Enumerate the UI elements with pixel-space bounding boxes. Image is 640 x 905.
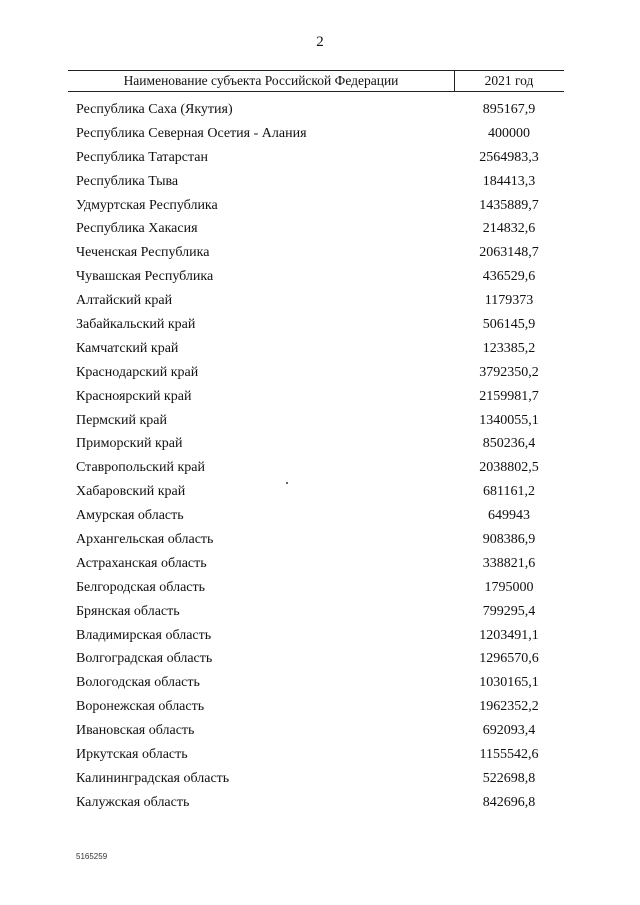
region-value: 123385,2 — [482, 340, 536, 356]
region-value: 522698,8 — [482, 770, 536, 786]
region-name: Архангельская область — [76, 532, 214, 548]
region-value: 908386,9 — [482, 532, 536, 548]
region-name: Волгоградская область — [76, 651, 213, 667]
region-name: Приморский край — [76, 436, 183, 452]
region-name: Воронежская область — [76, 699, 205, 715]
region-name: Амурская область — [76, 508, 184, 524]
table-row — [0, 721, 640, 745]
region-value: 1203491,1 — [479, 627, 539, 643]
table-row — [0, 124, 640, 148]
region-value: 1179373 — [484, 293, 534, 309]
table-row — [0, 649, 640, 673]
region-value: 1435889,7 — [479, 197, 539, 213]
table-row — [0, 793, 640, 817]
region-name: Астраханская область — [76, 555, 207, 571]
table-row — [0, 530, 640, 554]
table-body — [0, 100, 640, 817]
region-value: 436529,6 — [482, 269, 536, 285]
region-value: 2063148,7 — [479, 245, 539, 261]
table-row — [0, 769, 640, 793]
table-row — [0, 506, 640, 530]
region-name: Пермский край — [76, 412, 167, 428]
table-row — [0, 148, 640, 172]
region-value: 3792350,2 — [479, 364, 539, 380]
region-name: Республика Татарстан — [76, 149, 209, 165]
region-name: Ставропольский край — [76, 460, 205, 476]
table-row — [0, 626, 640, 650]
region-value: 799295,4 — [482, 603, 536, 619]
region-name: Калининградская область — [76, 770, 230, 786]
table-row — [0, 482, 640, 506]
region-name: Чеченская Республика — [76, 245, 210, 261]
table-row — [0, 673, 640, 697]
region-name: Республика Тыва — [76, 173, 179, 189]
region-value: 2159981,7 — [479, 388, 539, 404]
region-name: Иркутская область — [76, 747, 188, 763]
column-header-name: Наименование субъекта Российской Федерации — [68, 71, 455, 91]
table-row — [0, 434, 640, 458]
region-name: Камчатский край — [76, 340, 179, 356]
region-value: 1795000 — [484, 579, 534, 595]
region-value: 400000 — [488, 125, 530, 141]
document-number: 5165259 — [76, 852, 108, 861]
table-row — [0, 339, 640, 363]
region-name: Алтайский край — [76, 293, 173, 309]
region-value: 338821,6 — [482, 555, 536, 571]
table-row — [0, 578, 640, 602]
region-value: 842696,8 — [482, 794, 536, 810]
table-row — [0, 291, 640, 315]
region-value: 1962352,2 — [479, 699, 539, 715]
region-name: Ивановская область — [76, 723, 195, 739]
region-value: 649943 — [488, 508, 530, 524]
page-number: 2 — [316, 34, 324, 50]
region-name: Удмуртская Республика — [76, 197, 218, 213]
column-header-year: 2021 год — [484, 73, 534, 88]
region-value: 681161,2 — [483, 484, 535, 500]
table-row — [0, 602, 640, 626]
table-row — [0, 554, 640, 578]
region-name: Забайкальский край — [76, 317, 196, 333]
region-value: 506145,9 — [482, 317, 536, 333]
table-row — [0, 172, 640, 196]
table-row — [0, 745, 640, 769]
table-row — [0, 196, 640, 220]
table-row — [0, 315, 640, 339]
table-row — [0, 387, 640, 411]
region-value: 1030165,1 — [479, 675, 539, 691]
region-value: 1340055,1 — [479, 412, 539, 428]
region-value: 214832,6 — [482, 221, 536, 237]
region-value: 895167,9 — [482, 102, 536, 117]
region-name: Красноярский край — [76, 388, 192, 404]
region-name: Брянская область — [76, 603, 180, 619]
region-value: 850236,4 — [482, 436, 536, 452]
region-name: Республика Саха (Якутия) — [76, 102, 233, 117]
region-value: 1155542,6 — [479, 747, 539, 763]
table-row — [0, 458, 640, 482]
region-value: 692093,4 — [482, 723, 536, 739]
table-row — [0, 363, 640, 387]
table-row — [0, 267, 640, 291]
region-name: Калужская область — [76, 794, 190, 810]
scan-speck — [286, 482, 288, 484]
region-name: Вологодская область — [76, 675, 200, 691]
region-name: Республика Хакасия — [76, 221, 198, 237]
region-value: 2038802,5 — [479, 460, 539, 476]
table-row — [0, 697, 640, 721]
region-name: Республика Северная Осетия - Алания — [76, 125, 307, 141]
table-row — [0, 243, 640, 267]
table-row — [0, 219, 640, 243]
region-name: Чувашская Республика — [76, 269, 214, 285]
region-name: Владимирская область — [76, 627, 212, 643]
region-value: 1296570,6 — [479, 651, 539, 667]
table-row — [0, 100, 640, 124]
table-header — [68, 70, 564, 92]
table-row — [0, 411, 640, 435]
region-name: Краснодарский край — [76, 364, 199, 380]
region-name: Хабаровский край — [76, 484, 186, 500]
region-name: Белгородская область — [76, 579, 206, 595]
region-value: 184413,3 — [482, 173, 536, 189]
region-value: 2564983,3 — [479, 149, 539, 165]
